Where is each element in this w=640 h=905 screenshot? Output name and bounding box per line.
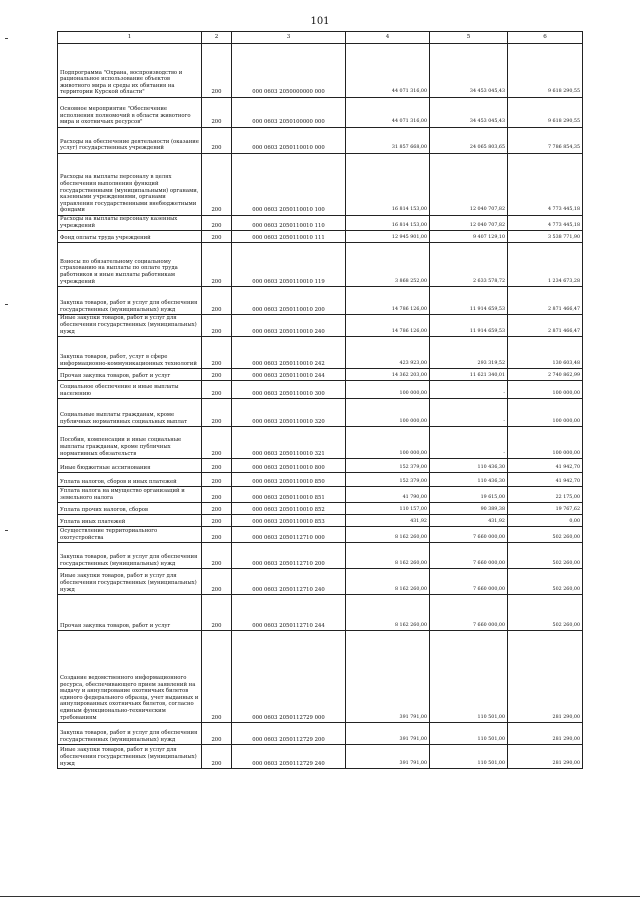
row-value-col6: 9 618 290,55 <box>508 98 583 128</box>
row-value-col6: 502 260,00 <box>508 543 583 569</box>
row-description: Закупка товаров, работ и услуг для обеспечения государственных (муниципальных) нужд <box>58 543 202 569</box>
row-value-col4: 8 162 260,00 <box>346 527 430 543</box>
table-row <box>58 369 583 381</box>
row-value-col4: 423 923,00 <box>346 337 430 369</box>
table-row <box>58 154 583 216</box>
table-row <box>58 487 583 503</box>
table-row <box>58 98 583 128</box>
margin-mark <box>5 304 8 305</box>
row-code: 200 <box>202 399 232 427</box>
row-value-col6: 130 603,48 <box>508 337 583 369</box>
row-classification-code: 000 0603 2050110010 320 <box>232 399 346 427</box>
row-code: 200 <box>202 216 232 231</box>
row-code: 200 <box>202 745 232 769</box>
row-classification-code: 000 0603 2050112710 240 <box>232 569 346 595</box>
row-description: Иные бюджетные ассигнования <box>58 459 202 473</box>
row-value-col5: 11 621 340,01 <box>430 369 508 381</box>
row-value-col5: 110 501,00 <box>430 631 508 723</box>
row-classification-code: 000 0603 2050110010 242 <box>232 337 346 369</box>
row-value-col6: 281 290,00 <box>508 631 583 723</box>
row-classification-code: 000 0603 2050112710 000 <box>232 527 346 543</box>
table-header-row <box>58 32 583 44</box>
row-value-col4: 431,92 <box>346 515 430 527</box>
row-value-col4: 152 379,00 <box>346 459 430 473</box>
row-value-col5: - <box>430 399 508 427</box>
row-description: Расходы на выплаты персоналу в целях обеспечения выполнения функций государственными (муниципальными) органами, казенными учреждениями, органами управления государственными внебюджетными фондами <box>58 154 202 216</box>
row-description: Осуществление территориального охотустройства <box>58 527 202 543</box>
row-description: Пособия, компенсации и иные социальные выплаты гражданам, кроме публичных нормативных обязательств <box>58 427 202 459</box>
row-code: 200 <box>202 44 232 98</box>
table-row <box>58 503 583 515</box>
row-value-col6: 3 538 771,90 <box>508 231 583 243</box>
row-code: 200 <box>202 473 232 487</box>
row-value-col4: 44 071 316,00 <box>346 44 430 98</box>
row-value-col5: 24 065 803,65 <box>430 128 508 154</box>
row-value-col6: 0,00 <box>508 515 583 527</box>
table-row <box>58 745 583 769</box>
row-value-col5: 7 660 000,00 <box>430 527 508 543</box>
row-description: Расходы на обеспечение деятельности (оказание услуг) государственных учреждений <box>58 128 202 154</box>
row-description: Закупка товаров, работ и услуг для обеспечения государственных (муниципальных) нужд <box>58 723 202 745</box>
row-code: 200 <box>202 543 232 569</box>
row-code: 200 <box>202 128 232 154</box>
column-header: 6 <box>508 32 583 44</box>
row-value-col5: 12 040 707,82 <box>430 154 508 216</box>
row-description: Прочая закупка товаров, работ и услуг <box>58 595 202 631</box>
row-value-col4: 100 000,00 <box>346 427 430 459</box>
row-description: Иные закупки товаров, работ и услуг для обеспечения государственных (муниципальных) нужд <box>58 315 202 337</box>
row-value-col6: 100 000,00 <box>508 381 583 399</box>
row-value-col4: 3 868 252,00 <box>346 243 430 287</box>
row-description: Взносы по обязательному социальному страхованию на выплаты по оплате труда работников и иные выплаты работникам учреждений <box>58 243 202 287</box>
row-classification-code: 000 0603 2050110010 850 <box>232 473 346 487</box>
row-classification-code: 000 0603 2050110010 000 <box>232 128 346 154</box>
row-description: Уплата иных платежей <box>58 515 202 527</box>
page-bottom-rule <box>0 896 640 897</box>
row-classification-code: 000 0603 2050110010 853 <box>232 515 346 527</box>
row-value-col4: 8 162 260,00 <box>346 543 430 569</box>
table-row <box>58 459 583 473</box>
margin-mark <box>5 38 8 39</box>
row-code: 200 <box>202 723 232 745</box>
row-classification-code: 000 0603 2050110010 321 <box>232 427 346 459</box>
row-value-col6: 1 234 673,28 <box>508 243 583 287</box>
row-value-col6: 41 942,70 <box>508 459 583 473</box>
row-value-col4: 31 857 668,00 <box>346 128 430 154</box>
row-classification-code: 000 0603 2050112729 200 <box>232 723 346 745</box>
row-code: 200 <box>202 569 232 595</box>
column-header: 1 <box>58 32 202 44</box>
row-value-col4: 14 786 126,00 <box>346 287 430 315</box>
row-code: 200 <box>202 287 232 315</box>
row-description: Уплата налога на имущество организаций и земельного налога <box>58 487 202 503</box>
row-value-col4: 152 379,00 <box>346 473 430 487</box>
row-description: Уплата прочих налогов, сборов <box>58 503 202 515</box>
row-value-col5: 7 660 000,00 <box>430 543 508 569</box>
row-value-col4: 391 791,00 <box>346 723 430 745</box>
row-value-col4: 391 791,00 <box>346 745 430 769</box>
row-value-col6: 502 260,00 <box>508 527 583 543</box>
row-value-col5: 34 453 045,43 <box>430 44 508 98</box>
table-row <box>58 231 583 243</box>
row-code: 200 <box>202 243 232 287</box>
row-value-col6: 2 871 466,47 <box>508 287 583 315</box>
budget-table <box>57 31 583 769</box>
table-row <box>58 595 583 631</box>
row-value-col4: 12 945 901,00 <box>346 231 430 243</box>
row-classification-code: 000 0603 2050110010 851 <box>232 487 346 503</box>
row-classification-code: 000 0603 2050100000 000 <box>232 98 346 128</box>
row-code: 200 <box>202 337 232 369</box>
row-value-col4: 44 071 316,00 <box>346 98 430 128</box>
row-value-col6: 9 618 290,55 <box>508 44 583 98</box>
row-value-col6: 100 000,00 <box>508 399 583 427</box>
row-value-col4: 8 162 260,00 <box>346 595 430 631</box>
row-value-col5: 7 660 000,00 <box>430 569 508 595</box>
row-description: Подпрограмма "Охрана, воспроизводство и рациональное использование объектов животного мира и среды их обитания на территории Курской области" <box>58 44 202 98</box>
table-row <box>58 44 583 98</box>
row-classification-code: 000 0603 2050110010 119 <box>232 243 346 287</box>
row-value-col5: 110 501,00 <box>430 745 508 769</box>
table-row <box>58 631 583 723</box>
column-header: 5 <box>430 32 508 44</box>
table-row <box>58 216 583 231</box>
row-value-col5: 110 436,30 <box>430 473 508 487</box>
row-value-col5: 431,92 <box>430 515 508 527</box>
row-value-col5: 293 319,52 <box>430 337 508 369</box>
row-code: 200 <box>202 381 232 399</box>
table-row <box>58 381 583 399</box>
table-row <box>58 427 583 459</box>
row-value-col4: 100 000,00 <box>346 381 430 399</box>
row-description: Закупка товаров, работ и услуг для обеспечения государственных (муниципальных) нужд <box>58 287 202 315</box>
row-description: Фонд оплаты труда учреждений <box>58 231 202 243</box>
row-classification-code: 000 0603 2050110010 111 <box>232 231 346 243</box>
row-value-col6: 7 786 854,35 <box>508 128 583 154</box>
row-code: 200 <box>202 515 232 527</box>
row-value-col5: 2 633 578,72 <box>430 243 508 287</box>
row-code: 200 <box>202 503 232 515</box>
row-value-col4: 100 000,00 <box>346 399 430 427</box>
table-row <box>58 569 583 595</box>
row-value-col4: 16 814 153,00 <box>346 154 430 216</box>
row-value-col6: 100 000,00 <box>508 427 583 459</box>
row-value-col6: 22 175,00 <box>508 487 583 503</box>
row-value-col4: 391 791,00 <box>346 631 430 723</box>
row-classification-code: 000 0603 2050110010 240 <box>232 315 346 337</box>
table-row <box>58 399 583 427</box>
row-value-col4: 110 157,00 <box>346 503 430 515</box>
row-value-col6: 502 260,00 <box>508 595 583 631</box>
row-value-col6: 2 740 862,99 <box>508 369 583 381</box>
row-value-col5: 110 436,30 <box>430 459 508 473</box>
row-classification-code: 000 0603 2050110010 100 <box>232 154 346 216</box>
row-value-col6: 41 942,70 <box>508 473 583 487</box>
row-value-col5: 11 914 659,53 <box>430 315 508 337</box>
row-code: 200 <box>202 315 232 337</box>
row-value-col5: 7 660 000,00 <box>430 595 508 631</box>
row-description: Прочая закупка товаров, работ и услуг <box>58 369 202 381</box>
row-value-col6: 4 773 445,18 <box>508 154 583 216</box>
row-description: Создание ведомственного информационного ресурса, обеспечивающего прием заявлений на выдачу и аннулирование охотничьих билетов единого федерального образца, учет выданных и аннулированных охотничьих билетов, согласно единым функционально-техническим требованиям <box>58 631 202 723</box>
table-row <box>58 128 583 154</box>
row-description: Уплата налогов, сборов и иных платежей <box>58 473 202 487</box>
row-description: Расходы на выплаты персоналу казенных учреждений <box>58 216 202 231</box>
row-value-col5: 12 040 707,82 <box>430 216 508 231</box>
row-code: 200 <box>202 98 232 128</box>
column-header: 3 <box>232 32 346 44</box>
row-code: 200 <box>202 487 232 503</box>
row-value-col6: 281 290,00 <box>508 723 583 745</box>
row-value-col6: 19 767,62 <box>508 503 583 515</box>
row-classification-code: 000 0603 2050112710 244 <box>232 595 346 631</box>
table-row <box>58 543 583 569</box>
table-row <box>58 287 583 315</box>
row-code: 200 <box>202 231 232 243</box>
row-value-col5: 19 615,00 <box>430 487 508 503</box>
table-row <box>58 527 583 543</box>
row-code: 200 <box>202 369 232 381</box>
row-value-col5: 90 389,38 <box>430 503 508 515</box>
table-row <box>58 315 583 337</box>
row-classification-code: 000 0603 2050112710 200 <box>232 543 346 569</box>
row-code: 200 <box>202 154 232 216</box>
row-value-col5: 110 501,00 <box>430 723 508 745</box>
row-value-col6: 502 260,00 <box>508 569 583 595</box>
row-classification-code: 000 0603 2050110010 200 <box>232 287 346 315</box>
row-description: Социальное обеспечение и иные выплаты населению <box>58 381 202 399</box>
row-classification-code: 000 0603 2050112729 000 <box>232 631 346 723</box>
row-classification-code: 000 0603 2050112729 240 <box>232 745 346 769</box>
page-number: 101 <box>310 16 330 27</box>
table-row <box>58 473 583 487</box>
row-code: 200 <box>202 595 232 631</box>
row-code: 200 <box>202 631 232 723</box>
row-value-col5: 34 453 045,43 <box>430 98 508 128</box>
margin-mark <box>5 530 8 531</box>
row-value-col6: 2 871 466,47 <box>508 315 583 337</box>
table-row <box>58 515 583 527</box>
row-description: Иные закупки товаров, работ и услуг для обеспечения государственных (муниципальных) нужд <box>58 745 202 769</box>
row-classification-code: 000 0603 2050110010 852 <box>232 503 346 515</box>
row-classification-code: 000 0603 2050000000 000 <box>232 44 346 98</box>
row-classification-code: 000 0603 2050110010 800 <box>232 459 346 473</box>
row-value-col4: 8 162 260,00 <box>346 569 430 595</box>
row-code: 200 <box>202 459 232 473</box>
row-value-col5: - <box>430 381 508 399</box>
row-value-col4: 16 814 153,00 <box>346 216 430 231</box>
row-classification-code: 000 0603 2050110010 300 <box>232 381 346 399</box>
row-classification-code: 000 0603 2050110010 110 <box>232 216 346 231</box>
column-header: 4 <box>346 32 430 44</box>
row-code: 200 <box>202 527 232 543</box>
row-value-col6: 281 290,00 <box>508 745 583 769</box>
row-value-col4: 41 790,00 <box>346 487 430 503</box>
row-description: Социальные выплаты гражданам, кроме публичных нормативных социальных выплат <box>58 399 202 427</box>
row-description: Иные закупки товаров, работ и услуг для обеспечения государственных (муниципальных) нужд <box>58 569 202 595</box>
row-code: 200 <box>202 427 232 459</box>
row-value-col5: 11 914 659,53 <box>430 287 508 315</box>
column-header: 2 <box>202 32 232 44</box>
row-classification-code: 000 0603 2050110010 244 <box>232 369 346 381</box>
table-row <box>58 337 583 369</box>
row-value-col4: 14 786 126,00 <box>346 315 430 337</box>
table-row <box>58 723 583 745</box>
row-description: Закупка товаров, работ, услуг в сфере информационно-коммуникационных технологий <box>58 337 202 369</box>
row-value-col5: 9 407 129,10 <box>430 231 508 243</box>
row-description: Основное мероприятие "Обеспечение исполнения полномочий в области животного мира и охотничьих ресурсов" <box>58 98 202 128</box>
table-row <box>58 243 583 287</box>
row-value-col6: 4 773 445,18 <box>508 216 583 231</box>
row-value-col4: 14 362 203,00 <box>346 369 430 381</box>
row-value-col5: - <box>430 427 508 459</box>
